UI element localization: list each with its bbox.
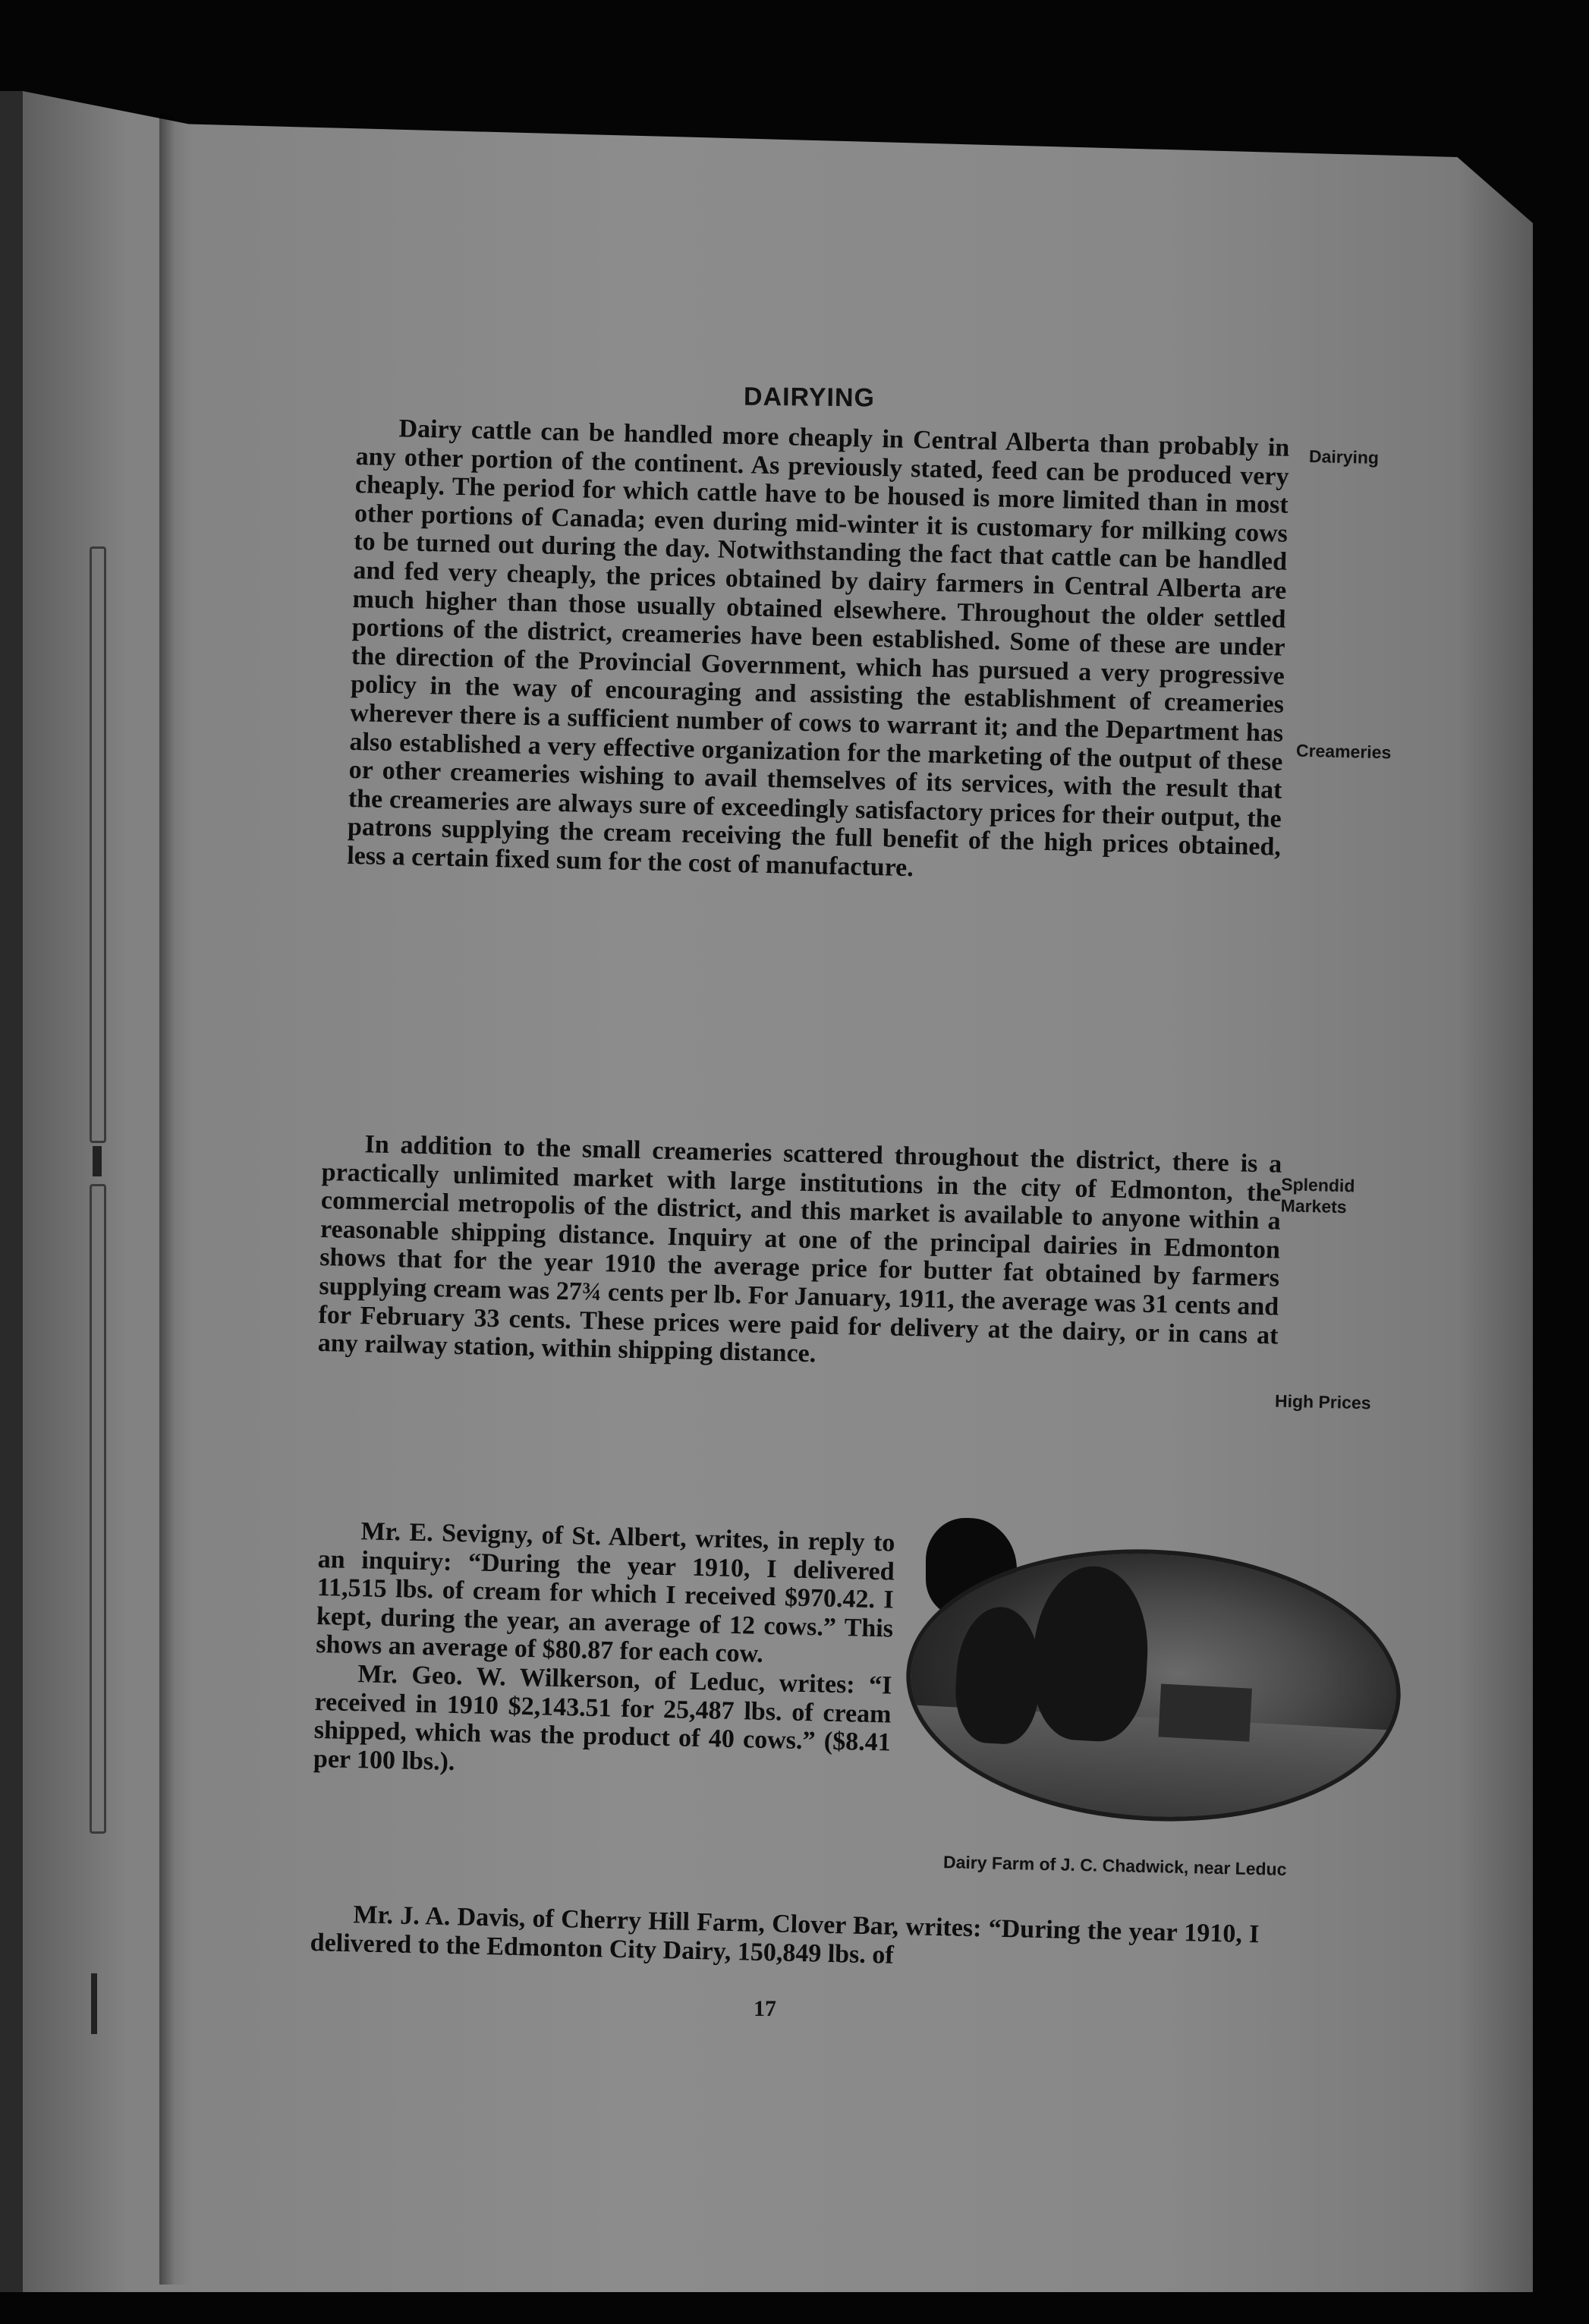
sidenote-creameries: Creameries <box>1295 740 1392 763</box>
page-heading: DAIRYING <box>743 382 876 413</box>
testimonial-sevigny: Mr. E. Sevigny, of St. Albert, writes, in reply to an inquiry: “During the year 1910, I delivered 11,515 lbs. of cream for which I received $970.42. I kept, during the year, an average of 12 cows.” This shows an average of $80.87 for each cow. <box>315 1517 895 1669</box>
testimonial-davis: Mr. J. A. Davis, of Cherry Hill Farm, Clover Bar, writes: “During the year 1910, I delivered to the Edmonton City Dairy, 150,849 lbs. of <box>310 1900 1260 1970</box>
page-spine-shadow <box>159 114 190 2285</box>
photo-barn <box>1158 1684 1251 1742</box>
binding-thread-upper <box>90 546 106 1143</box>
page-number: 17 <box>754 1996 776 2021</box>
photo-tree <box>1029 1564 1152 1744</box>
body-paragraph-dairying <box>347 414 1290 890</box>
paragraph-text: Dairy cattle can be handled more cheaply in Central Alberta than probably in any other portion of the continent. As previously stated, feed can be produced very cheaply. The period for which cattle have to be housed is more limited than in most other portions of Canada; even during mid-winter it is customary for milking cows to be turned out during the day. Notwithstanding the fact that cattle can be handled and fed very cheaply, the prices obtained by dairy farmers in Central Alberta are much higher than those usually obtained elsewhere. Throughout the older settled portions of the district, creameries have been established. Some of these are under the direction of the Provincial Government, which has pursued a very progressive policy in the way of encouraging and assisting the establishment of creameries wherever there is a sufficient number of cows to warrant it; and the Department has also established a very effective organization for the marketing of the output of these or other creameries wishing to avail themselves of its services, with the result that the creameries are always sure of exceedingly satisfactory prices for their output, the patrons supplying the cream receiving the full benefit of the high prices obtained, less a certain fixed sum for the cost of manufacture. <box>346 414 1290 883</box>
facing-page-edge <box>0 91 24 2292</box>
photo-tree <box>953 1605 1043 1746</box>
photo-caption: Dairy Farm of J. C. Chadwick, near Leduc <box>942 1852 1287 1879</box>
binding-mark <box>93 1146 102 1176</box>
binding-thread-lower <box>90 1184 106 1834</box>
testimonial-column <box>313 1516 895 1786</box>
sidenote-splendid-markets: Splendid Markets <box>1280 1174 1355 1217</box>
testimonial-wilkerson: Mr. Geo. W. Wilkerson, of Leduc, writes: “I received in 1910 $2,143.51 for 25,487 lbs. of cream shipped, which was the product of 40 cows.” ($8.41 per 100 lbs.). <box>313 1660 892 1776</box>
paragraph-text: In addition to the small creameries scattered throughout the district, there is a practically unlimited market with large institutions in the city of Edmonton, the commercial metropolis of the district, and this market is available to anyone within a reasonable shipping distance. Inquiry at one of the principal dairies in Edmonton shows that for the year 1910 the average price for butter fat obtained by farmers supplying cream was 27¾ cents per lb. For January, 1911, the average was 31 cents and for February 33 cents. These prices were paid for delivery at the dairy, or in cans at any railway station, within shipping distance. <box>317 1130 1282 1368</box>
body-paragraph-markets <box>317 1129 1282 1378</box>
sidenote-high-prices: High Prices <box>1274 1390 1371 1413</box>
binding-mark <box>91 1973 97 2034</box>
sidenote-dairying: Dairying <box>1308 446 1380 468</box>
